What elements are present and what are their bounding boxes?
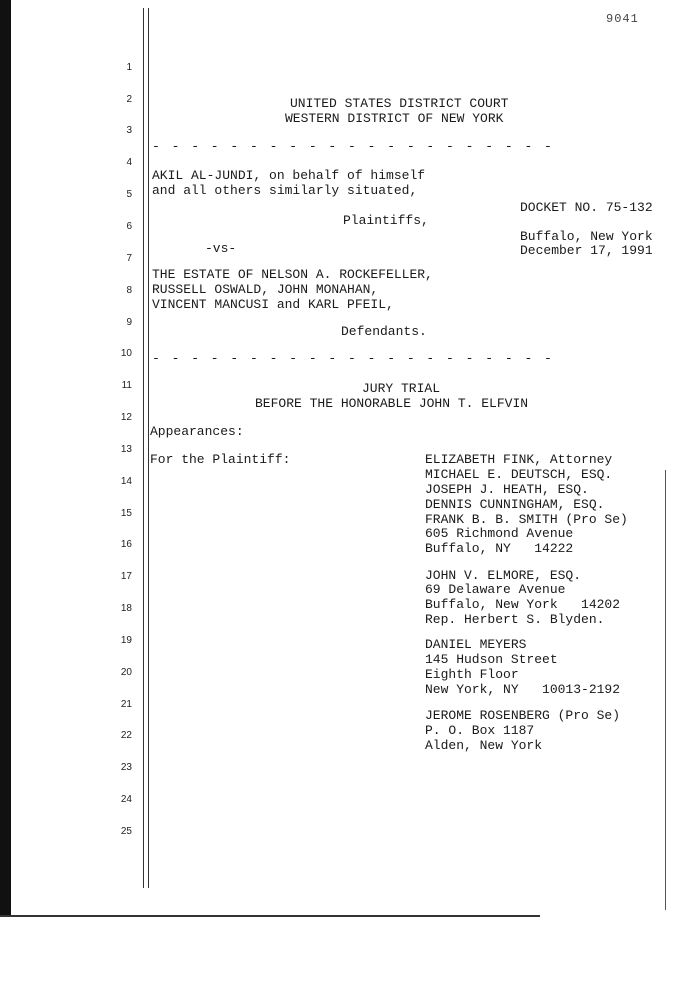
counsel-line: P. O. Box 1187 — [425, 723, 535, 738]
versus: -vs- — [205, 241, 237, 256]
counsel-line: Eighth Floor — [425, 667, 519, 682]
line-number: 6 — [126, 221, 132, 232]
counsel-line: JEROME ROSENBERG (Pro Se) — [425, 708, 621, 723]
counsel-line: 145 Hudson Street — [425, 652, 558, 667]
court-name: UNITED STATES DISTRICT COURT — [290, 96, 509, 111]
trial-title: JURY TRIAL — [362, 381, 441, 396]
line-number: 4 — [126, 157, 132, 168]
margin-rule-right — [148, 8, 149, 888]
bottom-rule — [0, 915, 540, 917]
court-district: WESTERN DISTRICT OF NEW YORK — [285, 111, 504, 126]
counsel-line: Buffalo, New York 14202 — [425, 597, 621, 612]
counsel-line: Buffalo, NY 14222 — [425, 541, 574, 556]
counsel-line: JOHN V. ELMORE, ESQ. — [425, 568, 582, 583]
line-number: 20 — [120, 667, 132, 678]
line-number: 2 — [126, 94, 132, 105]
margin-rule-left — [143, 8, 144, 888]
line-number: 22 — [120, 730, 132, 741]
counsel-line: 69 Delaware Avenue — [425, 582, 566, 597]
line-number: 18 — [120, 603, 132, 614]
defendant-role: Defendants. — [341, 324, 427, 339]
plaintiff-name: AKIL AL-JUNDI, on behalf of himself — [152, 168, 426, 183]
counsel-line: Alden, New York — [425, 738, 543, 753]
defendant-line: RUSSELL OSWALD, JOHN MONAHAN, — [152, 282, 379, 297]
counsel-line: New York, NY 10013-2192 — [425, 682, 621, 697]
line-number: 3 — [126, 125, 132, 136]
line-number: 7 — [126, 253, 132, 264]
counsel-line: Rep. Herbert S. Blyden. — [425, 612, 605, 627]
line-number: 21 — [120, 699, 132, 710]
counsel-line: DENNIS CUNNINGHAM, ESQ. — [425, 497, 605, 512]
trial-judge: BEFORE THE HONORABLE JOHN T. ELFVIN — [255, 396, 529, 411]
line-number: 23 — [120, 762, 132, 773]
line-number: 9 — [126, 317, 132, 328]
docket-date: December 17, 1991 — [520, 243, 653, 258]
line-number: 10 — [120, 348, 132, 359]
line-number: 19 — [120, 635, 132, 646]
appearances-label: Appearances: — [150, 424, 244, 439]
line-number: 16 — [120, 539, 132, 550]
counsel-line: DANIEL MEYERS — [425, 637, 527, 652]
plaintiff-class: and all others similarly situated, — [152, 183, 418, 198]
line-number: 13 — [120, 444, 132, 455]
defendant-line: THE ESTATE OF NELSON A. ROCKEFELLER, — [152, 267, 433, 282]
line-number: 5 — [126, 189, 132, 200]
line-number: 1 — [126, 62, 132, 73]
plaintiff-role: Plaintiffs, — [343, 213, 429, 228]
separator-bottom: - - - - - - - - - - - - - - - - - - - - - — [152, 351, 554, 366]
line-number: 14 — [120, 476, 132, 487]
counsel-line: ELIZABETH FINK, Attorney — [425, 452, 613, 467]
line-number: 25 — [120, 826, 132, 837]
for-plaintiff-label: For the Plaintiff: — [150, 452, 291, 467]
line-number: 12 — [120, 412, 132, 423]
docket-number: DOCKET NO. 75-132 — [520, 200, 653, 215]
line-number: 8 — [126, 285, 132, 296]
defendant-line: VINCENT MANCUSI and KARL PFEIL, — [152, 297, 394, 312]
line-number: 24 — [120, 794, 132, 805]
separator-top: - - - - - - - - - - - - - - - - - - - - - — [152, 139, 554, 154]
counsel-line: 605 Richmond Avenue — [425, 526, 574, 541]
right-margin-rule — [665, 470, 666, 910]
counsel-line: MICHAEL E. DEUTSCH, ESQ. — [425, 467, 613, 482]
page-number: 9041 — [606, 12, 639, 26]
scan-edge-bar — [0, 0, 11, 917]
counsel-line: FRANK B. B. SMITH (Pro Se) — [425, 512, 628, 527]
docket-city: Buffalo, New York — [520, 229, 653, 244]
line-number: 11 — [121, 380, 132, 391]
line-number: 17 — [120, 571, 132, 582]
counsel-line: JOSEPH J. HEATH, ESQ. — [425, 482, 589, 497]
line-number: 15 — [120, 508, 132, 519]
